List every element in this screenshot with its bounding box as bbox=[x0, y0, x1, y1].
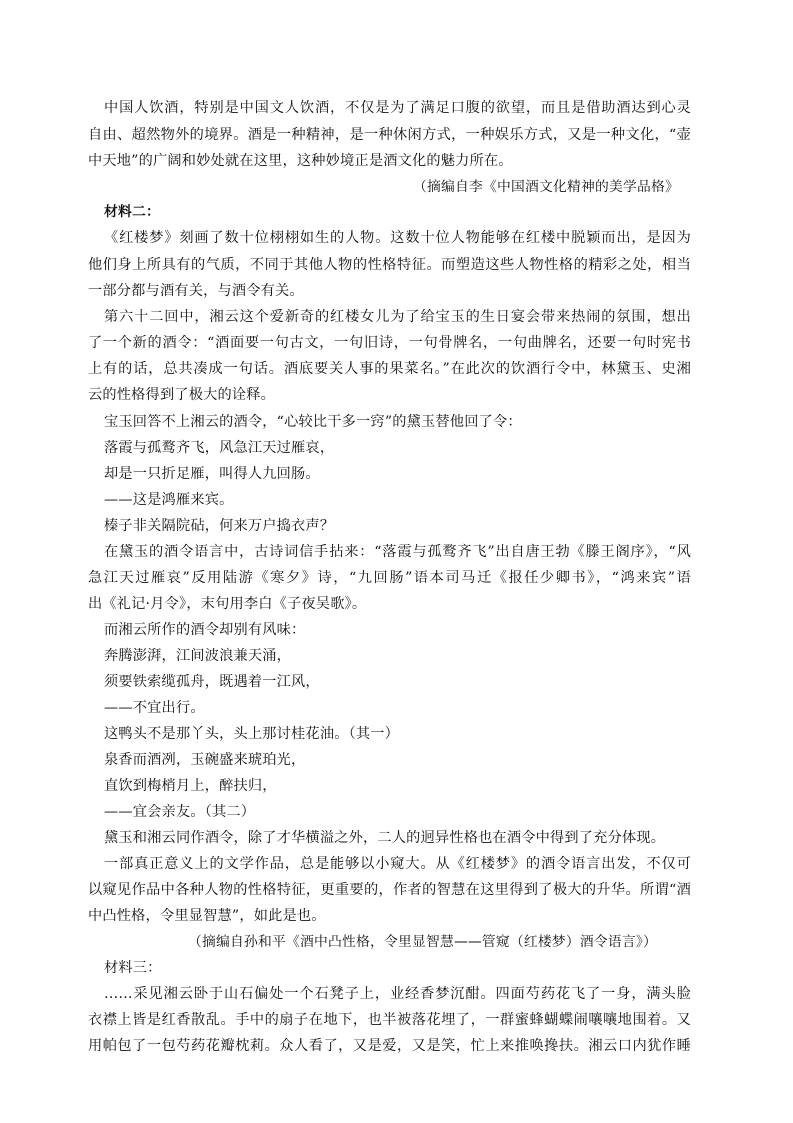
poem-line: 须要铁索缆孤舟，既遇着一江风， bbox=[104, 674, 320, 690]
paragraph-line: 《红楼梦》刻画了数十位栩栩如生的人物。这数十位人物能够在红楼中脱颖而出，是因为 bbox=[104, 230, 691, 246]
poem-line: 榛子非关隔院砧，何来万户捣衣声？ bbox=[104, 518, 335, 534]
poem-line: ——宜会亲友。（其二） bbox=[104, 804, 256, 820]
section-heading: 材料三： bbox=[104, 960, 162, 976]
poem-line: 落霞与孤鹜齐飞，风急江天过雁哀， bbox=[104, 440, 335, 456]
paragraph-line: 而湘云所作的酒令却别有风味： bbox=[104, 622, 306, 638]
poem-line: 奔腾澎湃，江间波浪兼天涌， bbox=[104, 648, 292, 664]
paragraph-line: 了一个新的酒令：“酒面要一句古文，一句旧诗，一句骨牌名，一句曲牌名，还要一句时宪书 bbox=[88, 335, 691, 351]
paragraph-line: 中天地”的广阔和妙处就在这里，这种妙境正是酒文化的魅力所在。 bbox=[88, 153, 513, 169]
paragraph-line: 云的性格得到了极大的诠释。 bbox=[88, 387, 276, 403]
section-heading: 材料二： bbox=[104, 204, 160, 220]
paragraph-line: ……采见湘云卧于山石偏处一个石凳子上，业经香梦沉酣。四面芍药花飞了一身，满头脸 bbox=[104, 986, 691, 1002]
paragraph-line: 他们身上所具有的气质，不同于其他人物的性格特征。而塑造这些人物性格的精彩之处，相当 bbox=[88, 257, 691, 273]
poem-line: ——这是鸿雁来宾。 bbox=[104, 492, 234, 508]
paragraph-line: 一部分都与酒有关，与酒令有关。 bbox=[88, 283, 304, 299]
source-citation: （摘编自李《中国酒文化精神的美学品格》 bbox=[413, 179, 679, 195]
paragraph-line: 中凸性格，令里显智慧”，如此是也。 bbox=[88, 908, 326, 924]
poem-line: 泉香而酒冽，玉碗盛来琥珀光， bbox=[104, 752, 306, 768]
paragraph-line: 黛玉和湘云同作酒令，除了才华横溢之外，二人的迥异性格也在酒令中得到了充分体现。 bbox=[104, 830, 666, 846]
paragraph-line: 宝玉回答不上湘云的酒令，“心较比干多一窍”的黛玉替他回了令： bbox=[104, 414, 522, 430]
paragraph-line: 自由、超然物外的境界。酒是一种精神，是一种休闲方式，一种娱乐方式，又是一种文化，“壶 bbox=[88, 127, 691, 143]
paragraph-line: 一部真正意义上的文学作品，总是能够以小窥大。从《红楼梦》的酒令语言出发，不仅可 bbox=[104, 856, 691, 872]
paragraph-line: 衣襟上皆是红香散乱。手中的扇子在地下，也半被落花埋了，一群蜜蜂蝴蝶闹嚷嚷地围着。又 bbox=[88, 1012, 691, 1028]
paragraph-line: 上有的话，总共凑成一句话。酒底要关人事的果菜名。”在此次的饮酒行令中，林黛玉、史湘 bbox=[88, 361, 691, 377]
poem-line: 这鸭头不是那丫头，头上那讨桂花油。（其一） bbox=[104, 726, 400, 742]
poem-line: ——不宜出行。 bbox=[104, 700, 205, 716]
paragraph-line: 急江天过雁哀”反用陆游《寒夕》诗，“九回肠”语本司马迁《报任少卿书》，“鸿来宾”语 bbox=[88, 570, 691, 586]
paragraph-line: 用帕包了一包芍药花瓣枕莉。众人看了，又是爱，又是笑，忙上来推唤搀扶。湘云口内犹作睡 bbox=[88, 1038, 691, 1054]
source-citation: （摘编自孙和平《酒中凸性格，令里显智慧——管窥（红楼梦）酒令语言》） bbox=[188, 934, 657, 950]
paragraph-line: 第六十二回中，湘云这个爱新奇的红楼女儿为了给宝玉的生日宴会带来热闹的氛围，想出 bbox=[104, 309, 691, 325]
paragraph-line: 出《礼记·月令》，末句用李白《子夜吴歌》。 bbox=[88, 596, 367, 612]
paragraph-line: 中国人饮酒，特别是中国文人饮酒，不仅是为了满足口腹的欲望，而且是借助酒达到心灵 bbox=[104, 100, 691, 116]
poem-line: 却是一只折足雁，叫得人九回肠。 bbox=[104, 466, 320, 482]
poem-line: 直饮到梅梢月上，醉扶归， bbox=[104, 778, 277, 794]
paragraph-line: 在黛玉的酒令语言中，古诗词信手拈来：“落霞与孤鹜齐飞”出自唐王勃《滕王阁序》，“风 bbox=[104, 544, 691, 560]
paragraph-line: 以窥见作品中各种人物的性格特征，更重要的，作者的智慧在这里得到了极大的升华。所谓“酒 bbox=[88, 882, 691, 898]
